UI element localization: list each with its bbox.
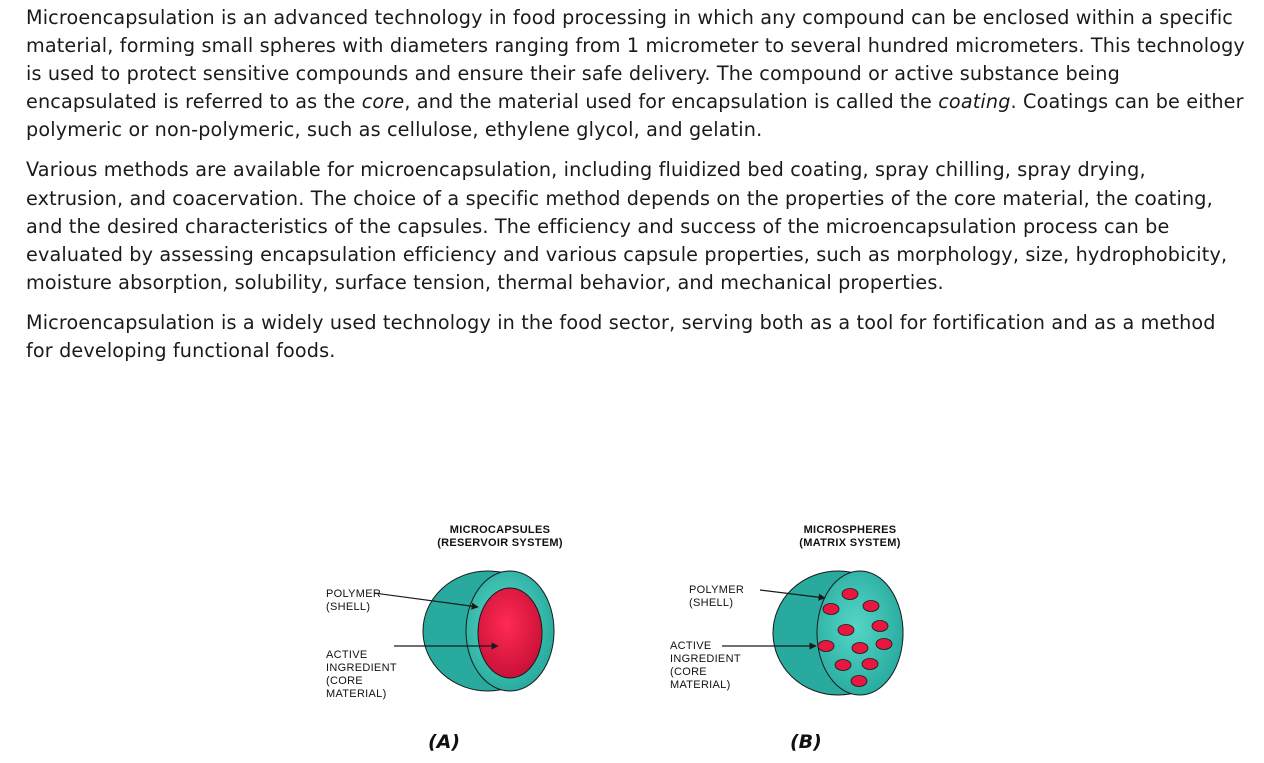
core-particle <box>823 604 839 615</box>
capsule-illustrations <box>310 518 950 763</box>
panel-b-caption: (B) <box>790 731 822 753</box>
core-particle <box>862 659 878 670</box>
core-particle <box>838 625 854 636</box>
core-particle <box>863 601 879 612</box>
article-text <box>26 4 1246 377</box>
panel-a-core-label-line-3: (CORE <box>326 675 363 687</box>
term-core: core <box>361 90 405 114</box>
panel-a-title-line-2: (RESERVOIR SYSTEM) <box>437 537 563 549</box>
panel-b-core-label-line-1: ACTIVE <box>670 640 712 652</box>
core-particle <box>872 621 888 632</box>
panel-b-title-line-1: MICROSPHERES <box>803 524 897 536</box>
core-particle <box>876 639 892 650</box>
panel-a-core-label-line-4: MATERIAL) <box>326 688 387 700</box>
panel-b-core-label-line-3: (CORE <box>670 666 707 678</box>
microcapsule-core <box>478 588 542 678</box>
panel-a-shell-label-line-2: (SHELL) <box>326 601 371 613</box>
panel-b-shell-label-line-2: (SHELL) <box>689 597 734 609</box>
paragraph-2: Various methods are available for microencapsulation, including fluidized bed coating, spray chilling, spray drying, extrusion, and coacervation. The choice of a specific method depends on the properties of the core material, the coating, and the desired characteristics of the capsules. The efficiency and success of the microencapsulation process can be evaluated by assessing encapsulation efficiency and various capsule properties, such as morphology, size, hydrophobicity, moisture absorption, solubility, surface tension, thermal behavior, and mechanical properties. <box>26 158 1228 294</box>
panel-b-core-label-line-4: MATERIAL) <box>670 679 731 691</box>
panel-a-core-label-line-2: INGREDIENT <box>326 662 397 674</box>
panel-a-core-label-line-1: ACTIVE <box>326 649 368 661</box>
microcapsule-diagram <box>374 571 554 691</box>
microsphere-diagram <box>722 571 903 695</box>
core-particle <box>851 676 867 687</box>
paragraph-1-part-c: . Coatings can be either polymeric or non-polymeric, such as cellulose, ethylene glycol, and gelatin. <box>26 90 1244 142</box>
panel-b-shell-label-line-1: POLYMER <box>689 584 745 596</box>
panel-b-title-line-2: (MATRIX SYSTEM) <box>799 537 901 549</box>
panel-a-caption: (A) <box>428 731 461 753</box>
paragraph-1-part-a: Microencapsulation is an advanced technology in food processing in which any compound can be enclosed within a specific material, forming small spheres with diameters ranging from 1 micrometer to several hundred micrometers. This technology is used to protect sensitive compounds and ensure their safe delivery. The compound or active substance being encapsulated is referred to as the <box>26 6 1245 114</box>
paragraph-3: Microencapsulation is a widely used technology in the food sector, serving both as a tool for fortification and as a method for developing functional foods. <box>26 310 1216 363</box>
panel-b-core-label-line-2: INGREDIENT <box>670 653 741 665</box>
core-particle <box>835 660 851 671</box>
term-coating: coating <box>938 90 1011 114</box>
microencapsulation-figure <box>310 518 950 763</box>
core-particle <box>842 589 858 600</box>
panel-a-shell-label-line-1: POLYMER <box>326 588 382 600</box>
panel-a-title-line-1: MICROCAPSULES <box>449 524 551 536</box>
core-particle <box>818 641 834 652</box>
core-particle <box>852 643 868 654</box>
paragraph-1 <box>26 4 1246 144</box>
paragraph-1-part-b: , and the material used for encapsulation is called the <box>404 90 939 114</box>
